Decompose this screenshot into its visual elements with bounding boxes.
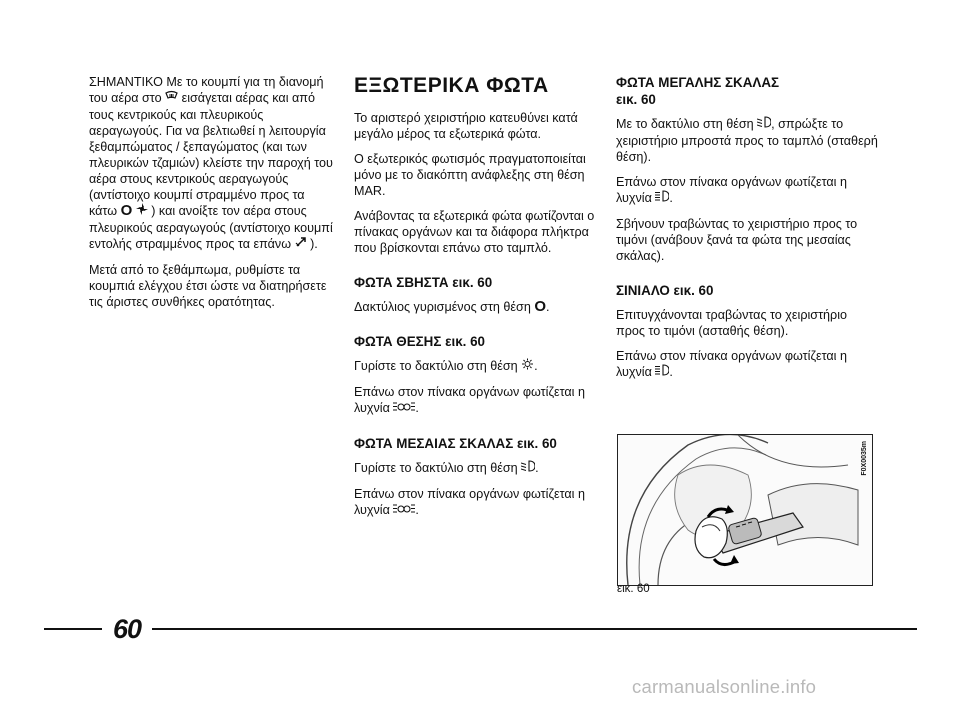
low-beam-lamp-text: Επάνω στον πίνακα οργάνων φωτίζεται η λυχνία .: [354, 487, 585, 517]
figure-caption: εικ. 60: [617, 583, 650, 595]
note-text-b: εισάγεται αέρας και από τους κεντρικούς και πλευρικούς αεραγωγούς. Για να βελτιωθεί η λειτουργία ξεθαμπώματος / ξεπαγώματος (και των πλευρικών τζαμιών) κλείστε την παροχή του αέρα στους κεντρικούς αεραγωγούς (αντίστοιχο κουμπί στραμμένο προς τα κάτω: [89, 91, 333, 218]
note-text-a: ΣΗΜΑΝΤΙΚΟ Με το κουμπί για τη διανομή του αέρα στο: [89, 75, 324, 105]
intro-paragraph-2: Ο εξωτερικός φωτισμός πραγματοποιείται μόνο με το διακόπτη ανάφλεξης στη θέση MAR.: [354, 152, 586, 198]
low-beam-label: Γυρίστε το δακτύλιο στη θέση: [354, 461, 518, 475]
note-text-d: ).: [310, 237, 318, 251]
closed-vent-symbol: O: [120, 202, 133, 219]
lights-off-heading: ΦΩΤΑ ΣΒΗΣΤΑ εικ. 60: [354, 275, 493, 290]
footer-rule-right: [152, 628, 917, 630]
parking-lamp-label: Επάνω στον πίνακα οργάνων φωτίζεται η λυχνία: [354, 385, 585, 415]
parking-light-icon: [521, 358, 534, 375]
low-beam-text: Γυρίστε το δακτύλιο στη θέση .: [354, 461, 539, 475]
high-beam-icon: [655, 364, 669, 381]
low-beam-icon: [521, 460, 535, 477]
high-beam-label-b: , σπρώξτε το χειριστήριο μπροστά προς το ταμπλό (σταθερή θέση).: [616, 117, 878, 164]
flash-lamp-text: Επάνω στον πίνακα οργάνων φωτίζεται η λυχνία .: [616, 349, 847, 379]
page-number: 60: [112, 614, 142, 644]
high-beam-heading: [616, 74, 878, 108]
stalk-illustration: [617, 434, 873, 586]
sidelight-lamp-icon: [393, 401, 415, 417]
intro-paragraph-3: Ανάβοντας τα εξωτερικά φώτα φωτίζονται ο πίνακας οργάνων και τα διάφορα πλήκτρα που βρίσκονται επάνω στο ταμπλό.: [354, 209, 595, 255]
lights-off-text: Δακτύλιος γυρισμένος στη θέση O.: [354, 298, 550, 315]
high-beam-heading-line1: ΦΩΤΑ ΜΕΓΑΛΗΣ ΣΚΑΛΑΣ: [616, 75, 780, 90]
high-beam-label-a: Με το δακτύλιο στη θέση: [616, 117, 754, 131]
low-beam-heading: ΦΩΤΑ ΜΕΣΑΙΑΣ ΣΚΑΛΑΣ εικ. 60: [354, 436, 557, 451]
column-left: [89, 74, 335, 319]
low-beam-icon: [757, 116, 771, 133]
high-beam-off-text: Σβήνουν τραβώντας το χειριστήριο προς το τιμόνι (ανάβουν ξανά τα φώτα της μεσαίας σκάλας).: [616, 217, 858, 263]
side-vent-icon: [295, 236, 307, 253]
high-beam-lamp-text: Επάνω στον πίνακα οργάνων φωτίζεται η λυχνία .: [616, 175, 847, 205]
footer-rule-left: [44, 628, 102, 630]
flash-heading: ΣΙΝΙΑΛΟ εικ. 60: [616, 283, 714, 298]
low-beam-lamp-label: Επάνω στον πίνακα οργάνων φωτίζεται η λυχνία: [354, 487, 585, 517]
parking-lights-label: Γυρίστε το δακτύλιο στη θέση: [354, 359, 518, 373]
high-beam-heading-line2: εικ. 60: [616, 92, 656, 107]
parking-lights-text: Γυρίστε το δακτύλιο στη θέση .: [354, 359, 538, 373]
off-position-symbol: O: [534, 298, 546, 315]
parking-lights-heading: ΦΩΤΑ ΘΕΣΗΣ εικ. 60: [354, 334, 485, 349]
sidelight-lamp-icon: [393, 503, 415, 519]
column-middle: [354, 74, 604, 528]
intro-paragraph-1: Το αριστερό χειριστήριο κατευθύνει κατά μεγάλο μέρος τα εξωτερικά φώτα.: [354, 111, 578, 141]
figure-code: F0X0035m: [861, 441, 868, 476]
defog-after-text: Μετά από το ξεθάμπωμα, ρυθμίστε τα κουμπιά ελέγχου έτσι ώστε να διατηρήσετε τις άριστες συνθήκες ορατότητας.: [89, 263, 327, 309]
lights-off-label: Δακτύλιος γυρισμένος στη θέση: [354, 300, 531, 314]
high-beam-text: [616, 116, 878, 165]
central-vent-icon: [136, 203, 148, 220]
high-beam-icon: [655, 190, 669, 207]
flash-text: Επιτυγχάνονται τραβώντας το χειριστήριο προς το τιμόνι (ασταθής θέση).: [616, 308, 848, 338]
column-right: [616, 74, 878, 390]
parking-lamp-text: Επάνω στον πίνακα οργάνων φωτίζεται η λυχνία .: [354, 385, 585, 415]
important-note: [89, 74, 335, 253]
flash-lamp-label: Επάνω στον πίνακα οργάνων φωτίζεται η λυχνία: [616, 349, 847, 379]
windscreen-air-icon: [165, 90, 178, 107]
watermark: carmanualsonline.info: [632, 676, 817, 697]
note-text-c: ) και ανοίξτε τον αέρα στους πλευρικούς αεραγωγούς (αντίστοιχο κουμπί εντολής στραμμένος προς τα επάνω: [89, 204, 333, 251]
high-beam-lamp-label: Επάνω στον πίνακα οργάνων φωτίζεται η λυχνία: [616, 175, 847, 205]
section-title: ΕΞΩΤΕΡΙΚΑ ΦΩΤΑ: [354, 74, 549, 97]
